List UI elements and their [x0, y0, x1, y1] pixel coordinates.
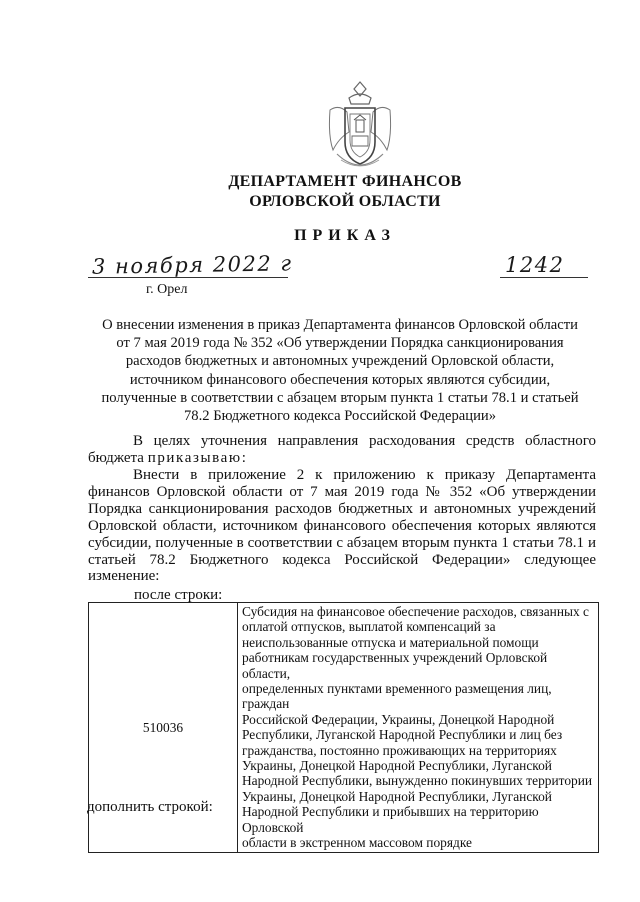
budget-code-cell: 510036 [89, 603, 238, 853]
after-row-label: после строки: [134, 587, 223, 603]
subject-line: 78.2 Бюджетного кодекса Российской Федерации» [184, 408, 496, 425]
subject-line: расходов бюджетных и автономных учреждений Орловской области, [125, 353, 555, 370]
budget-description-cell [238, 603, 599, 853]
description-line: определенных пунктами временного размещения лиц, граждан [242, 681, 552, 712]
amendment-paragraph: Внести в приложение 2 к приложению к приказу Департамента финансов Орловской области от 7 мая 2019 года № 352 «Об утверждении Порядка санкционирования расходов бюджетных и автономных учреждений Орловской области, источником финансового обеспечения которых являются субсидии, полученные в соответствии с абзацем вторым пункта 1 статьи 78.1 и статьей 78.2 Бюджетного кодекса Российской Федерации» следующее изменение: [88, 467, 596, 585]
description-line: Российской Федерации, Украины, Донецкой Народной [242, 711, 555, 727]
description-line: Народной Республики и прибывших на территорию Орловской [242, 804, 539, 835]
description-line: Республики, Луганской Народной Республики и лиц без [242, 727, 563, 743]
order-directive-word: приказываю: [147, 449, 248, 466]
department-name [200, 172, 490, 212]
number-underline [500, 277, 588, 278]
handwritten-order-date: 3 ноября 2022 г [91, 251, 293, 279]
order-subject [82, 316, 598, 425]
city-of-issue: г. Орел [146, 282, 188, 297]
subject-line: от 7 мая 2019 года № 352 «Об утверждении Порядка санкционирования [116, 335, 564, 352]
date-underline [88, 277, 288, 278]
document-type-title: ПРИКАЗ [294, 227, 396, 244]
description-line: оплатой отпусков, выплатой компенсаций за [242, 619, 496, 635]
coat-of-arms-icon [325, 80, 395, 174]
supplement-row-label: дополнить строкой: [87, 799, 213, 815]
description-line: гражданства, постоянно проживающих на территориях [242, 742, 557, 758]
description-line: области в экстренном массовом порядке [242, 835, 472, 851]
description-line: работникам государственных учреждений Орловской области, [242, 650, 548, 681]
description-line: неиспользованные отпуска и материальной помощи [242, 634, 539, 650]
description-line: Субсидия на финансовое обеспечение расходов, связанных с [242, 604, 589, 619]
description-line: Украины, Донецкой Народной Республики, Луганской [242, 758, 552, 774]
department-line-1: ДЕПАРТАМЕНТ ФИНАНСОВ [228, 173, 462, 190]
preamble-text: В целях уточнения направления расходования средств областного бюджета [88, 433, 596, 466]
subject-line: полученные в соответствии с абзацем вторым пункта 1 статьи 78.1 и статьей [101, 389, 579, 406]
description-line: Народной Республики, вынужденно покинувших территории [242, 773, 593, 789]
subject-line: источником финансового обеспечения которых являются субсидии, [129, 371, 551, 388]
department-line-2: ОРЛОВСКОЙ ОБЛАСТИ [249, 193, 441, 210]
handwritten-order-number: 1242 [505, 253, 565, 277]
description-line: Украины, Донецкой Народной Республики, Луганской [242, 788, 552, 804]
subject-line: О внесении изменения в приказ Департамента финансов Орловской области [102, 317, 578, 333]
preamble-paragraph [88, 433, 596, 467]
